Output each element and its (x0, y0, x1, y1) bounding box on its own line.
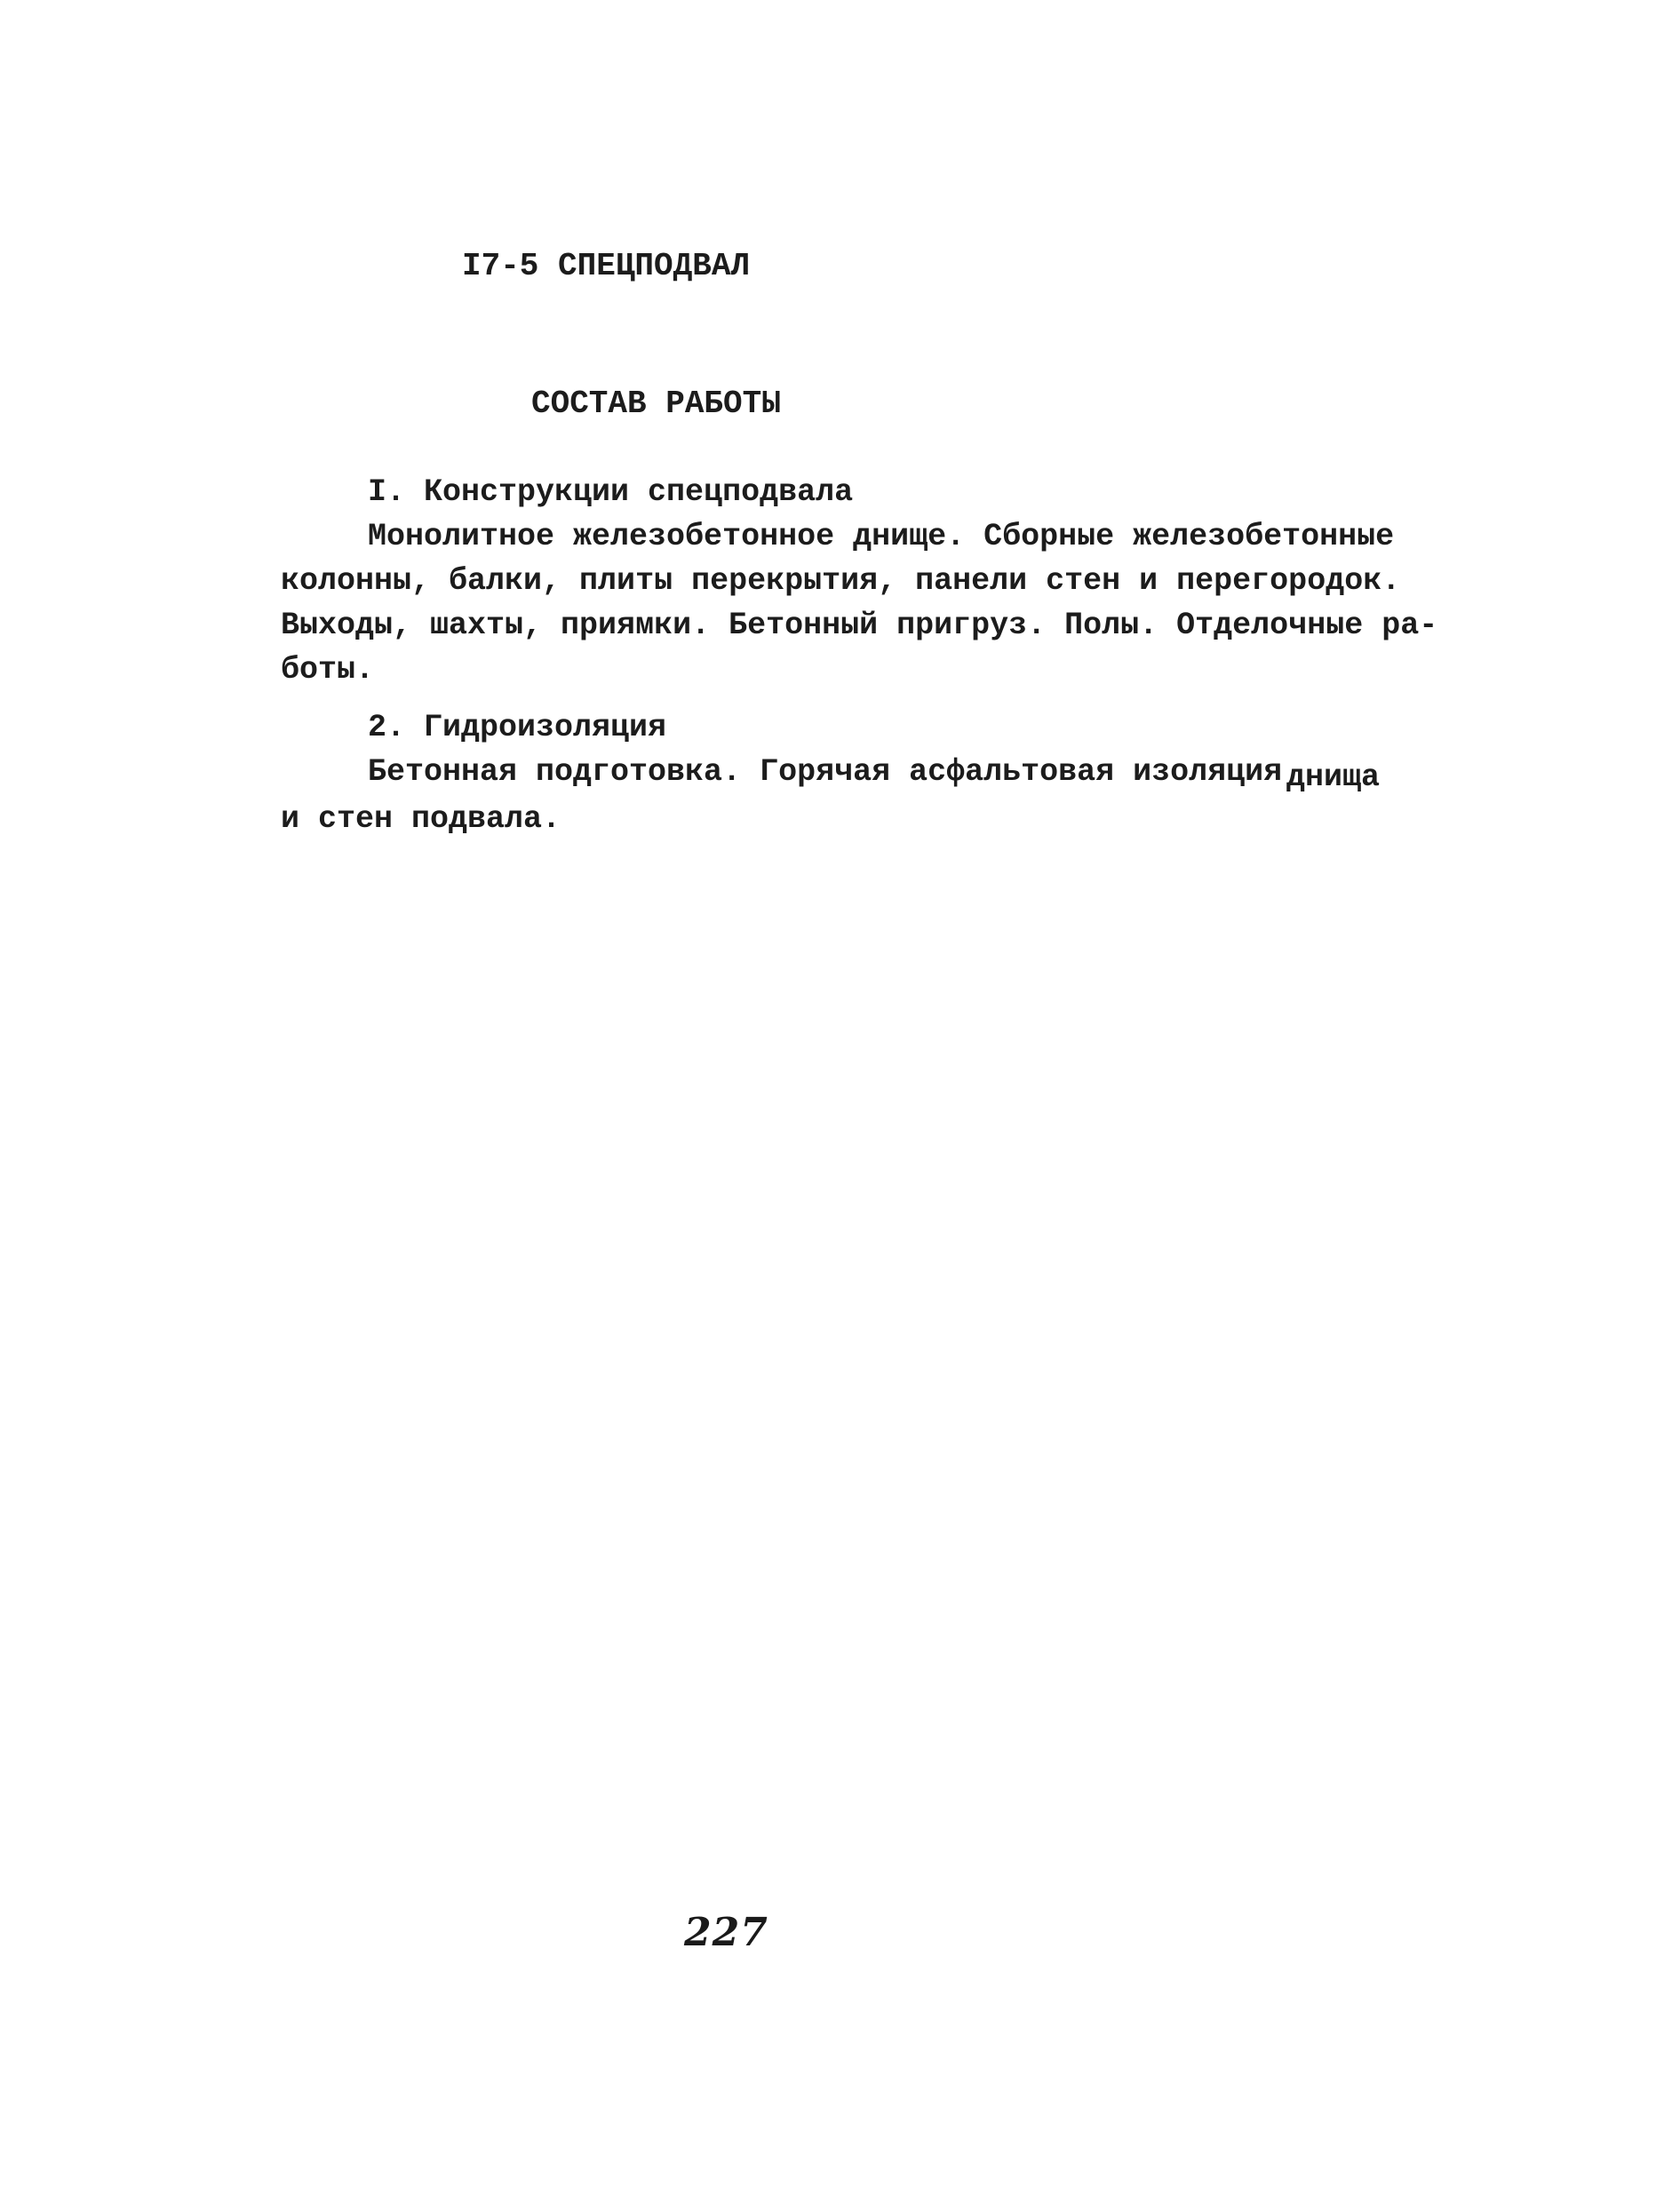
composition-title: СОСТАВ РАБОТЫ (531, 386, 781, 422)
item-heading: I. Конструкции спецподвала (368, 474, 854, 510)
paragraph-line: Выходы, шахты, приямки. Бетонный пригруз. Полы. Отделочные ра- (281, 608, 1438, 643)
paragraph-line: боты. (281, 652, 375, 688)
item-heading: 2. Гидроизоляция (368, 710, 667, 745)
paragraph-line: колонны, балки, плиты перекрытия, панели стен и перегородок. (281, 563, 1401, 599)
paragraph-line: и стен подвала. (281, 801, 561, 837)
paragraph-line: Бетонная подготовка. Горячая асфальтовая изоляция (368, 754, 1283, 790)
paragraph-line: Монолитное железобетонное днище. Сборные железобетонные (368, 519, 1395, 554)
paragraph-line-insert: днища (1286, 760, 1381, 795)
section-code-heading: I7-5 СПЕЦПОДВАЛ (462, 248, 751, 284)
page-number: 227 (684, 1910, 768, 1955)
